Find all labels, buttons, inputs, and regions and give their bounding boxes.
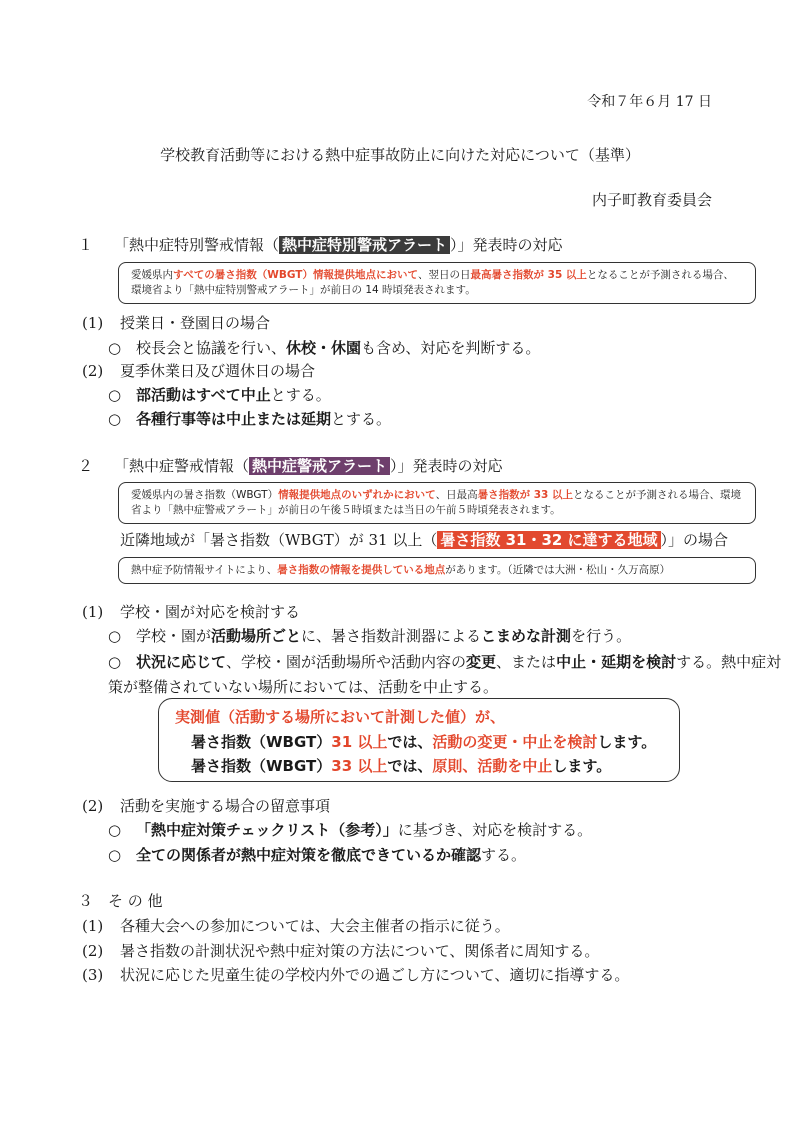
heading-text: ）」発表時の対応 — [450, 236, 563, 254]
sub-heading: 夏季休業日及び週休日の場合 — [120, 362, 316, 380]
section-3-heading — [78, 891, 163, 911]
list-item — [82, 941, 599, 961]
item-emphasis: 全ての関係者が熱中症対策を徹底できているか確認 — [136, 846, 482, 864]
section-number: ３ — [78, 892, 94, 910]
sub-label: (3) — [82, 966, 104, 984]
measure-text: 暑さ指数（WBGT） — [191, 757, 332, 775]
sub-label: (2) — [82, 362, 104, 380]
note-text: となることが予測される場合、環境省より「熱中症警戒アラート」が前日の午後５時頃または当日の午前５時頃発表されます。 — [131, 489, 742, 516]
special-alert-note-box — [118, 262, 756, 304]
measure-action: 活動の変更・中止を検討 — [432, 733, 598, 751]
section-number: １ — [78, 236, 94, 254]
sub-label: (1) — [82, 603, 104, 621]
s2-sub2 — [82, 796, 330, 816]
bullet-circle: ○ — [108, 627, 122, 645]
measure-text: 暑さ指数（WBGT） — [191, 733, 332, 751]
bullet-circle: ○ — [108, 386, 122, 404]
note-emphasis: 暑さ指数が 33 以上 — [477, 489, 574, 501]
note-text: 愛媛県内 — [131, 269, 173, 281]
sub-label: (1) — [82, 917, 104, 935]
s1-sub2 — [82, 361, 315, 381]
list-item — [108, 845, 526, 865]
threshold-31-line — [191, 732, 656, 752]
bullet-circle: ○ — [108, 339, 122, 357]
special-alert-highlight: 熱中症特別警戒アラート — [279, 236, 450, 254]
item-text: とする。 — [270, 386, 331, 404]
item-text: に、暑さ指数計測器による — [301, 627, 482, 645]
list-item — [108, 385, 331, 405]
note-text: 愛媛県内の暑さ指数（WBGT） — [131, 489, 279, 501]
measure-value: 31 以上 — [331, 733, 388, 751]
item-emphasis: 休校・休園 — [286, 339, 362, 357]
item-emphasis: 中止・延期を検討 — [556, 653, 677, 671]
measure-text: では、 — [387, 733, 433, 751]
list-item — [108, 338, 540, 358]
sub-label: (1) — [82, 314, 104, 332]
item-emphasis: 各種行事等は中止または延期 — [136, 410, 332, 428]
measure-heading: 実測値（活動する場所において計測した値）が、 — [175, 708, 506, 726]
item-text: する。 — [481, 846, 527, 864]
note-text: があります。（近隣では大洲・松山・久万高原） — [445, 564, 671, 576]
note-text: 熱中症予防情報サイトにより、 — [131, 564, 278, 576]
item-emphasis: 状況に応じて — [136, 653, 227, 671]
alert-highlight: 熱中症警戒アラート — [249, 457, 390, 475]
list-item — [82, 965, 629, 985]
item-text: に基づき、対応を検討する。 — [397, 821, 593, 839]
nearby-text: ）」の場合 — [660, 531, 729, 549]
note-emphasis: 暑さ指数の情報を提供している地点 — [277, 564, 446, 576]
sub-label: (2) — [82, 942, 104, 960]
heading-text: 「熱中症特別警戒情報（ — [114, 236, 280, 254]
item-text: する。熱中症対策が整備されていない場所においては、活動を中止する。 — [108, 653, 782, 696]
list-item — [108, 650, 786, 700]
threshold-33-line — [191, 756, 611, 776]
list-item — [82, 916, 510, 936]
section-number: ２ — [78, 457, 94, 475]
nearby-text: 近隣地域が「暑さ指数（WBGT）が 31 以上（ — [120, 531, 438, 549]
measure-action: 原則、活動を中止 — [432, 757, 553, 775]
list-item — [108, 626, 631, 646]
item-emphasis: 「熱中症対策チェックリスト（参考）」 — [136, 821, 398, 839]
sub-heading: 学校・園が対応を検討する — [120, 603, 301, 621]
alert-note-box — [118, 482, 756, 524]
s2-sub1 — [82, 602, 300, 622]
section-1-heading — [78, 235, 563, 255]
measure-text: では、 — [387, 757, 433, 775]
note-emphasis: 最高暑さ指数が 35 以上 — [470, 269, 587, 281]
item-emphasis: 変更 — [466, 653, 497, 671]
bullet-circle: ○ — [108, 821, 122, 839]
bullet-circle: ○ — [108, 653, 122, 671]
heading-text: ）」発表時の対応 — [390, 457, 503, 475]
section-2-heading — [78, 456, 503, 476]
item-text: を行う。 — [571, 627, 632, 645]
item-text: 、または — [496, 653, 557, 671]
info-note-box — [118, 557, 756, 584]
item-text: 暑さ指数の計測状況や熱中症対策の方法について、関係者に周知する。 — [120, 942, 600, 960]
item-emphasis: 部活動はすべて中止 — [136, 386, 271, 404]
item-text: とする。 — [331, 410, 392, 428]
note-text: 、翌日の日 — [417, 269, 471, 281]
document-title: 学校教育活動等における熱中症事故防止に向けた対応について（基準） — [160, 146, 640, 164]
note-emphasis: すべての暑さ指数（WBGT）情報提供地点において — [173, 269, 418, 281]
sub-heading: 活動を実施する場合の留意事項 — [120, 797, 331, 815]
note-text: 、日最高 — [435, 489, 478, 501]
issuer: 内子町教育委員会 — [591, 191, 712, 209]
item-emphasis: こまめな計測 — [481, 627, 572, 645]
note-text: となることが予測される場合、環境省より「熱中症特別警戒アラート」が前日の 14 時頃発表されます。 — [131, 269, 734, 296]
item-emphasis: 活動場所ごと — [211, 627, 302, 645]
note-emphasis: 情報提供地点のいずれかにおいて — [278, 489, 436, 501]
measure-text: します。 — [552, 757, 612, 775]
item-text: 状況に応じた児童生徒の学校内外での過ごし方について、適切に指導する。 — [120, 966, 630, 984]
bullet-circle: ○ — [108, 846, 122, 864]
list-item — [108, 820, 592, 840]
item-text: 学校・園が — [136, 627, 212, 645]
list-item — [108, 409, 391, 429]
bullet-circle: ○ — [108, 410, 122, 428]
item-text: 、学校・園が活動場所や活動内容の — [226, 653, 467, 671]
nearby-highlight: 暑さ指数 31・32 に達する地域 — [437, 531, 660, 549]
nearby-condition — [120, 530, 728, 550]
document-date: 令和７年６月 17 日 — [587, 94, 712, 110]
item-text: 校長会と協議を行い、 — [136, 339, 287, 357]
sub-label: (2) — [82, 797, 104, 815]
heading-text: そ の 他 — [108, 892, 163, 910]
s1-sub1 — [82, 313, 270, 333]
measurement-threshold-box — [158, 698, 680, 782]
heading-text: 「熱中症警戒情報（ — [114, 457, 250, 475]
sub-heading: 授業日・登園日の場合 — [120, 314, 271, 332]
measure-text: します。 — [597, 733, 657, 751]
measure-value: 33 以上 — [331, 757, 388, 775]
item-text: 各種大会への参加については、大会主催者の指示に従う。 — [120, 917, 510, 935]
item-text: も含め、対応を判断する。 — [361, 339, 541, 357]
